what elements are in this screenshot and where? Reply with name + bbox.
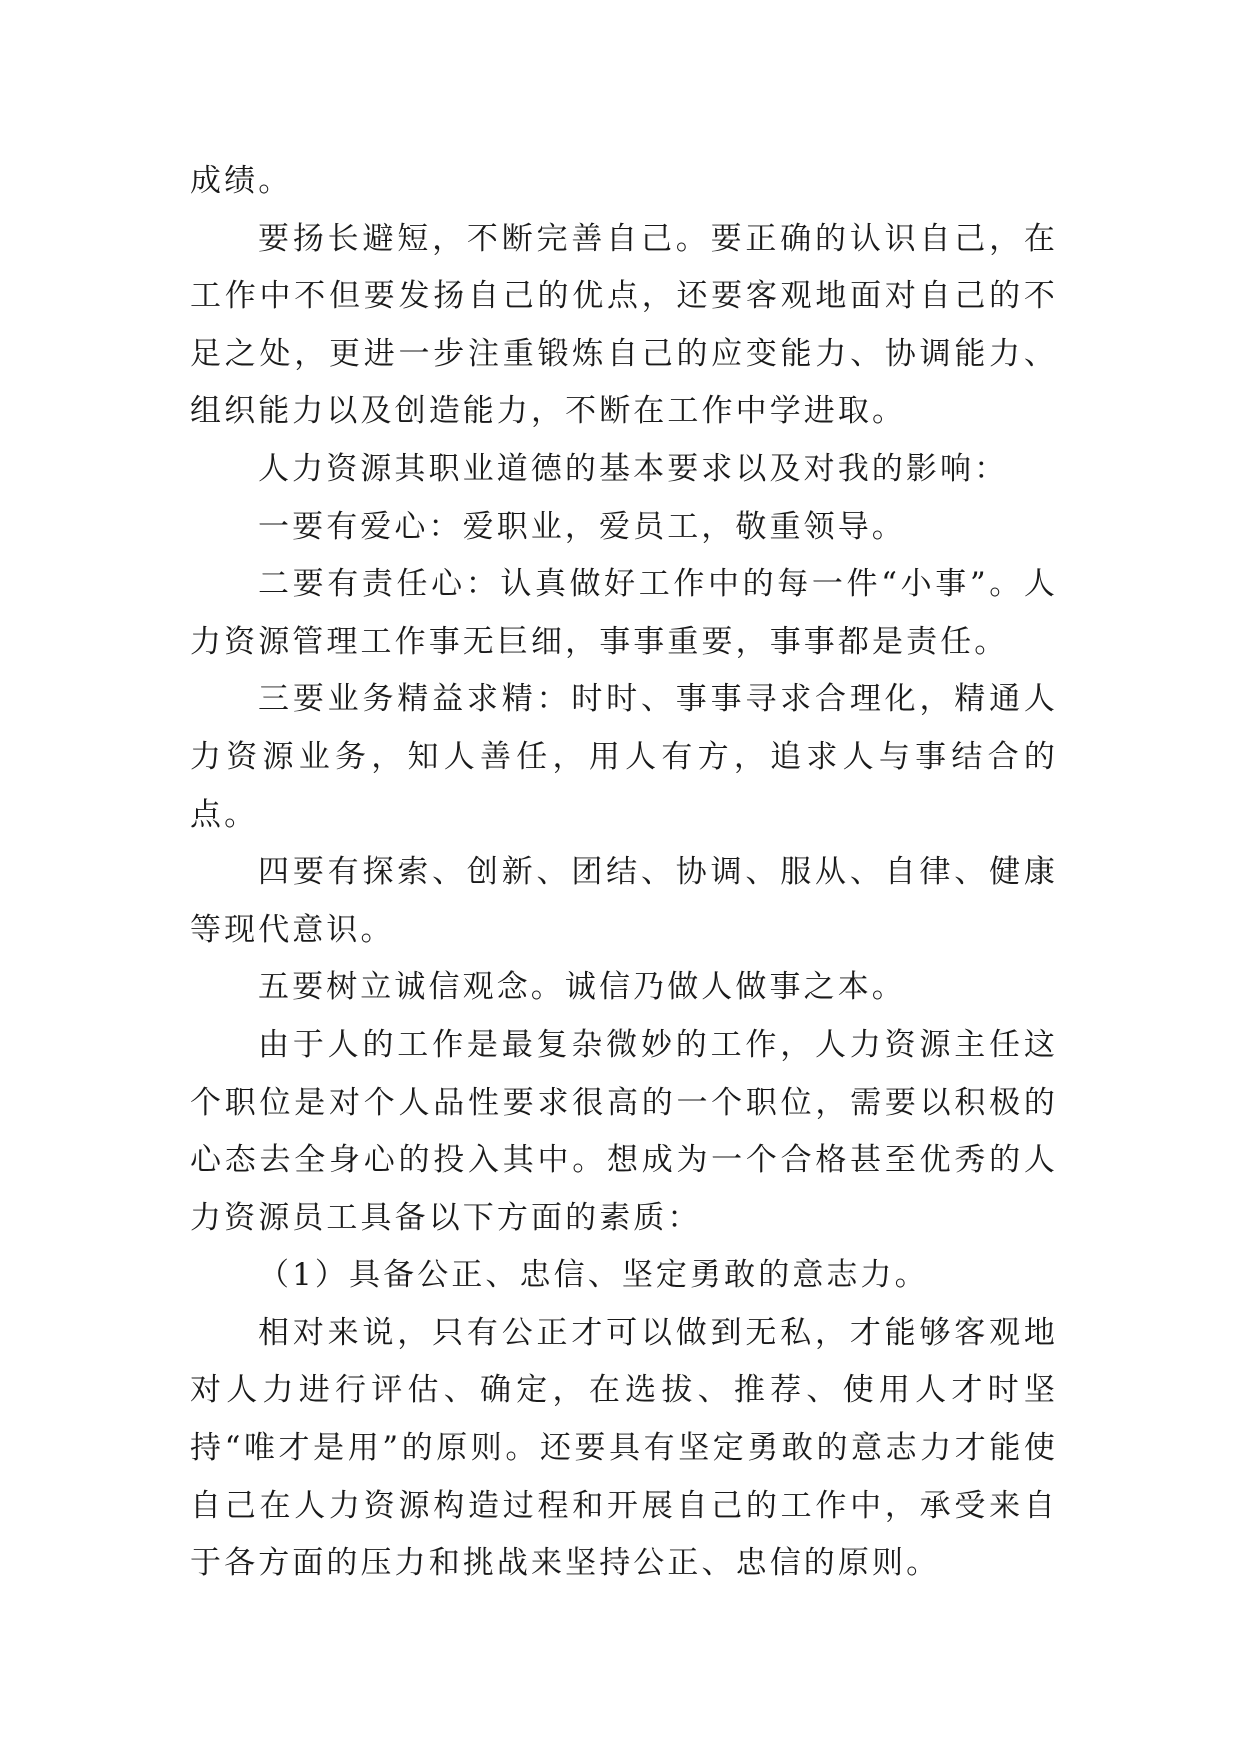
paragraph-self-improvement: 要扬长避短，不断完善自己。要正确的认识自己，在工作中不但要发扬自己的优点，还要客观地面对自己的不足之处，更进一步注重锻炼自己的应变能力、协调能力、组织能力以及创造能力，不断在工作中学进取。	[190, 220, 1058, 430]
paragraph-quality-1-detail: 相对来说，只有公正才可以做到无私，才能够客观地对人力进行评估、确定，在选拔、推荐、使用人才时坚持“唯才是用”的原则。还要具有坚定勇敢的意志力才能使自己在人力资源构造过程和开展自己的工作中，承受来自于各方面的压力和挑战来坚持公正、忠信的原则。	[190, 1314, 1058, 1582]
paragraph-requirement-5: 五要树立诚信观念。诚信乃做人做事之本。	[258, 969, 906, 1006]
paragraph-qualities-intro: 由于人的工作是最复杂微妙的工作，人力资源主任这个职位是对个人品性要求很高的一个职位，需要以积极的心态去全身心的投入其中。想成为一个合格甚至优秀的人力资源员工具备以下方面的素质：	[190, 1026, 1058, 1236]
paragraph-requirement-4: 四要有探索、创新、团结、协调、服从、自律、健康等现代意识。	[190, 854, 1058, 948]
paragraph-requirement-3: 三要业务精益求精：时时、事事寻求合理化，精通人力资源业务，知人善任，用人有方，追求人与事结合的点。	[190, 681, 1058, 833]
sub-heading-quality-1: （1）具备公正、忠信、坚定勇敢的意志力。	[258, 1257, 929, 1294]
paragraph-requirement-1: 一要有爱心：爱职业，爱员工，敬重领导。	[258, 508, 906, 545]
document-body	[190, 153, 1058, 1593]
paragraph-ethics-intro: 人力资源其职业道德的基本要求以及对我的影响：	[258, 450, 1009, 487]
paragraph-continuation: 成绩。	[190, 163, 293, 199]
paragraph-requirement-2: 二要有责任心：认真做好工作中的每一件“小事”。人力资源管理工作事无巨细，事事重要，事事都是责任。	[190, 566, 1058, 660]
